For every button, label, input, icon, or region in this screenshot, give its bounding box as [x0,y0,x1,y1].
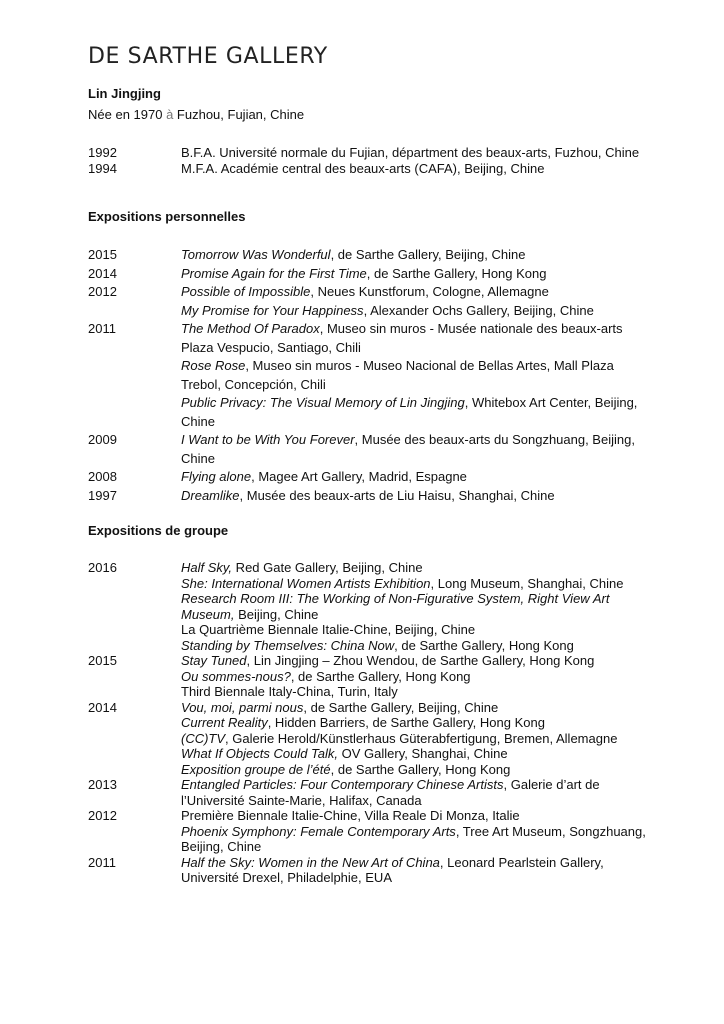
exhibition-details: , Lin Jingjing – Zhou Wendou, de Sarthe Gallery, Hong Kong [246,653,595,668]
exhibition-entry [181,265,648,284]
exhibition-title: Exposition groupe de l’été [181,761,331,777]
exhibition-details: , Leonard Pearlstein Gallery, Université Drexel, Philadelphie, EUA [181,854,604,885]
exhibition-details: , Galerie d’art de l’Université Sainte-Marie, Halifax, Canada [181,777,600,808]
exhibition-entry [181,653,648,669]
timeline-row [88,431,648,468]
education-list [88,145,648,176]
timeline-row [88,487,648,506]
exhibition-title: Dreamlike [181,487,240,503]
exhibition-details: Première Biennale Italie-Chine, Villa Reale Di Monza, Italie [181,808,520,823]
exhibition-details: Beijing, Chine [234,606,319,622]
entry-group [181,560,648,653]
year-label: 1992 [88,145,117,160]
birth-at: à [166,107,174,122]
exhibition-entry [181,161,648,177]
exhibition-entry [181,808,648,824]
exhibition-title: The Method Of Paradox [181,321,320,336]
exhibition-details: M.F.A. Académie central des beaux-arts (CAFA), Beijing, Chine [181,160,545,176]
exhibition-entry [181,746,648,762]
year-label: 2016 [88,560,117,575]
exhibition-entry [181,622,648,638]
entry-group [181,808,648,855]
year-label: 2014 [88,699,117,715]
entry-group [181,431,648,468]
timeline-row [88,161,648,177]
year-label: 1997 [88,487,117,503]
exhibition-details: Red Gate Gallery, Beijing, Chine [232,560,423,575]
exhibition-title: Stay Tuned [181,653,247,668]
exhibition-title: Promise Again for the First Time [181,265,367,281]
exhibition-entry [181,487,648,506]
exhibition-details: , Whitebox Art Center, Beijing, Chine [181,395,638,429]
exhibition-title: Ou sommes-nous? [181,668,291,684]
year-label: 2011 [88,321,116,336]
exhibition-entry [181,715,648,731]
exhibition-entry [181,591,648,622]
exhibition-details: , Musée des beaux-arts du Songzhuang, Beijing, Chine [181,432,635,466]
year-label: 2008 [88,469,117,484]
exhibition-entry [181,320,648,357]
exhibition-details: , Neues Kunstforum, Cologne, Allemagne [310,284,549,299]
exhibition-title: Rose Rose [181,358,246,373]
exhibition-entry [181,700,648,716]
exhibition-title: Vou, moi, parmi nous [181,699,304,715]
year-label: 2012 [88,808,117,823]
exhibition-title: She: International Women Artists Exhibition [181,575,431,591]
exhibition-details: Third Biennale Italy-China, Turin, Italy [181,684,398,699]
exhibition-title: My Promise for Your Happiness [181,302,364,318]
exhibition-details: , Hidden Barriers, de Sarthe Gallery, Hong Kong [267,715,545,730]
entry-group [181,283,648,320]
exhibition-title: I Want to be With You Forever [181,432,355,447]
timeline-row [88,653,648,700]
exhibition-title: Half the Sky: Women in the New Art of China [181,854,440,870]
exhibition-details: , Museo sin muros - Museo Nacional de Bellas Artes, Mall Plaza Trebol, Concepción, Chili [181,358,614,392]
exhibition-title: What If Objects Could Talk, [181,746,339,761]
exhibition-details: , Magee Art Gallery, Madrid, Espagne [251,469,467,484]
timeline-row [88,468,648,487]
exhibition-details: , de Sarthe Gallery, Beijing, Chine [330,247,526,262]
exhibition-entry [181,576,648,592]
exhibition-entry [181,283,648,302]
exhibition-details: , Musée des beaux-arts de Liu Haisu, Shanghai, Chine [239,487,555,503]
timeline-row [88,700,648,778]
exhibition-title: Possible of Impossible [181,284,311,299]
exhibition-details: OV Gallery, Shanghai, Chine [338,746,508,761]
exhibition-details: , Galerie Herold/Künstlerhaus Güterabfertigung, Bremen, Allemagne [225,730,618,746]
exhibition-title: Phoenix Symphony: Female Contemporary Arts [181,823,456,839]
timeline-row [88,320,648,431]
entry-group [181,777,648,808]
group-exhibitions-heading: Expositions de groupe [88,523,229,538]
exhibition-entry [181,669,648,685]
year-label: 2011 [88,854,116,870]
entry-group [181,653,648,700]
year-label: 2012 [88,284,117,299]
exhibition-details: , Museo sin muros - Musée nationale des beaux-arts Plaza Vespucio, Santiago, Chili [181,321,623,355]
exhibition-entry [181,684,648,700]
exhibition-title: Current Reality [181,715,268,730]
artist-birth [88,107,648,122]
entry-group [181,855,648,886]
year-label: 2014 [88,265,117,281]
exhibition-details: , de Sarthe Gallery, Hong Kong [290,668,471,684]
timeline-row [88,246,648,265]
artist-name: Lin Jingjing [88,86,161,101]
exhibition-entry [181,468,648,487]
timeline-row [88,808,648,855]
entry-group [181,145,648,161]
year-label: 2013 [88,777,117,792]
exhibition-title: (CC)TV [181,730,226,746]
gallery-logo: DE SARTHE GALLERY [88,44,328,69]
exhibition-details: , Alexander Ochs Gallery, Beijing, Chine [363,302,594,318]
timeline-row [88,145,648,161]
exhibition-details: , Long Museum, Shanghai, Chine [430,575,624,591]
exhibition-details: B.F.A. Université normale du Fujian, départment des beaux-arts, Fuzhou, Chine [181,145,640,160]
birth-place: Fuzhou, Fujian, Chine [173,107,305,122]
birth-prefix: Née en 1970 [88,107,167,122]
exhibition-entry [181,731,648,747]
solo-exhibitions-heading: Expositions personnelles [88,209,246,224]
entry-group [181,161,648,177]
timeline-row [88,560,648,653]
group-exhibitions-list [88,560,648,886]
timeline-row [88,265,648,284]
exhibition-entry [181,777,648,808]
exhibition-details: , de Sarthe Gallery, Beijing, Chine [303,699,499,715]
entry-group [181,246,648,265]
exhibition-title: Standing by Themselves: China Now [181,637,395,653]
exhibition-entry [181,762,648,778]
entry-group [181,700,648,778]
exhibition-details: La Quartrième Biennale Italie-Chine, Beijing, Chine [181,622,476,637]
exhibition-entry [181,357,648,394]
exhibition-details: , de Sarthe Gallery, Hong Kong [330,761,511,777]
exhibition-entry [181,302,648,321]
exhibition-entry [181,855,648,886]
exhibition-entry [181,394,648,431]
entry-group [181,487,648,506]
entry-group [181,265,648,284]
exhibition-entry [181,145,648,161]
exhibition-title: Public Privacy: The Visual Memory of Lin Jingjing [181,395,465,410]
entry-group [181,468,648,487]
exhibition-title: Half Sky, [181,560,233,575]
entry-group [181,320,648,431]
solo-exhibitions-list [88,246,648,505]
exhibition-title: Research Room III: The Working of Non-Figurative System, Right View Art Museum, [181,591,610,622]
exhibition-entry [181,638,648,654]
timeline-row [88,283,648,320]
exhibition-title: Tomorrow Was Wonderful [181,247,331,262]
exhibition-title: Flying alone [181,469,252,484]
exhibition-details: , de Sarthe Gallery, Hong Kong [366,265,547,281]
year-label: 2009 [88,432,117,447]
timeline-row [88,777,648,808]
year-label: 2015 [88,247,117,262]
year-label: 2015 [88,653,117,668]
year-label: 1994 [88,160,117,176]
timeline-row [88,855,648,886]
exhibition-entry [181,431,648,468]
exhibition-entry [181,246,648,265]
exhibition-entry [181,824,648,855]
exhibition-details: , de Sarthe Gallery, Hong Kong [394,637,574,653]
exhibition-details: , Tree Art Museum, Songzhuang, Beijing, Chine [181,823,646,854]
exhibition-entry [181,560,648,576]
exhibition-title: Entangled Particles: Four Contemporary Chinese Artists [181,777,504,792]
